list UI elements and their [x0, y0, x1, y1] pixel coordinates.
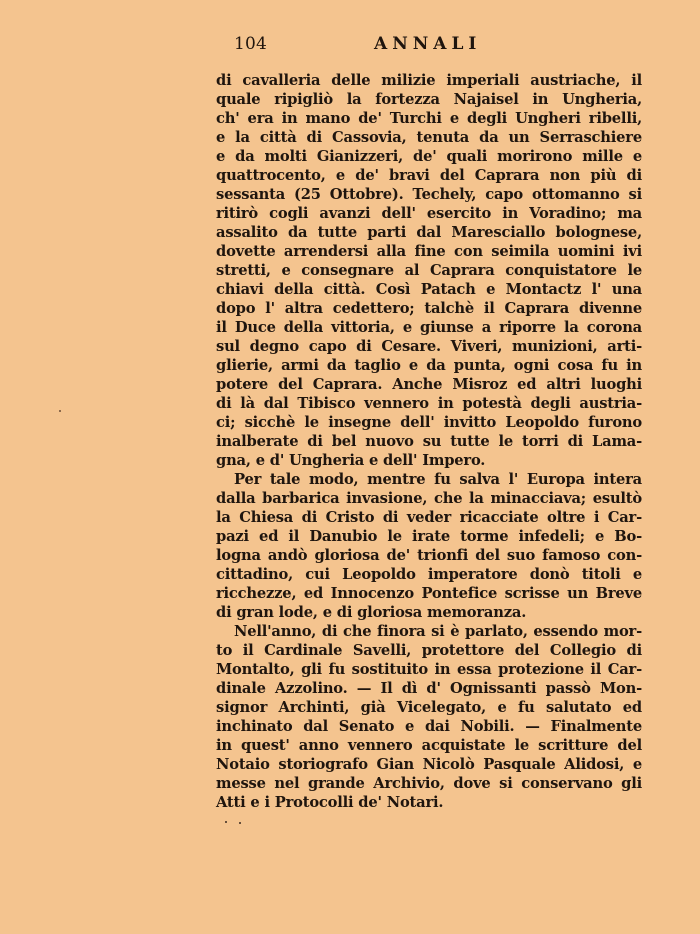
page-header [216, 33, 642, 59]
main-text [216, 71, 642, 812]
text-line-2: quale ripigliò la fortezza Najaisel in Ungheria, [216, 91, 642, 108]
text-line-31: to il Cardinale Savelli, protettore del Collegio di [216, 642, 642, 659]
text-line-11: stretti, e consegnare al Caprara conquistatore le [216, 262, 642, 279]
text-line-38: messe nel grande Archivio, dove si conservano gli [216, 775, 642, 792]
paper-speck-mark [59, 410, 61, 412]
text-line-5: e da molti Gianizzeri, de' quali morirono mille e [216, 148, 642, 165]
text-line-25: pazi ed il Danubio le irate torme infedeli; e Bo- [216, 528, 642, 545]
text-line-10: dovette arrendersi alla fine con seimila uomini ivi [216, 243, 642, 260]
text-line-24: la Chiesa di Cristo di veder ricacciate oltre i Car- [216, 509, 642, 526]
text-line-28: ricchezze, ed Innocenzo Pontefice scrisse un Breve [216, 585, 642, 602]
text-line-22: Per tale modo, mentre fu salva l' Europa intera [234, 471, 642, 488]
text-line-26: logna andò gloriosa de' trionfi del suo famoso con- [216, 547, 642, 564]
text-line-16: glierie, armi da taglio e da punta, ogni cosa fu in [216, 357, 642, 374]
text-line-18: di là dal Tibisco vennero in potestà degli austria- [216, 395, 642, 412]
text-line-19: ci; sicchè le insegne dell' invitto Leopoldo furono [216, 414, 642, 431]
text-line-35: inchinato dal Senato e dai Nobili. — Finalmente [216, 718, 642, 735]
running-head: ANNALI [374, 34, 482, 54]
text-line-14: il Duce della vittoria, e giunse a riporre la corona [216, 319, 642, 336]
text-line-20: inalberate di bel nuovo su tutte le torri di Lama- [216, 433, 642, 450]
text-line-4: e la città di Cassovia, tenuta da un Serraschiere [216, 129, 642, 146]
text-line-6: quattrocento, e de' bravi del Caprara non più di [216, 167, 642, 184]
text-line-34: signor Archinti, già Vicelegato, e fu salutato ed [216, 699, 642, 716]
text-line-36: in quest' anno vennero acquistate le scritture del [216, 737, 642, 754]
text-line-21: gna, e d' Ungheria e dell' Impero. [216, 452, 486, 469]
page-number: 104 [234, 34, 268, 54]
text-line-29: di gran lode, e di gloriosa memoranza. [216, 604, 527, 621]
text-line-27: cittadino, cui Leopoldo imperatore donò titoli e [216, 566, 642, 583]
ink-speck-mark [225, 818, 245, 826]
text-line-3: ch' era in mano de' Turchi e degli Ungheri ribelli, [216, 110, 642, 127]
text-line-7: sessanta (25 Ottobre). Techely, capo ottomanno si [216, 186, 642, 203]
text-line-12: chiavi della città. Così Patach e Montactz l' una [216, 281, 642, 298]
text-line-17: potere del Caprara. Anche Misroz ed altri luoghi [216, 376, 642, 393]
text-line-33: dinale Azzolino. — Il dì d' Ognissanti passò Mon- [216, 680, 642, 697]
text-line-32: Montalto, gli fu sostituito in essa protezione il Car- [216, 661, 642, 678]
text-line-13: dopo l' altra cedettero; talchè il Caprara divenne [216, 300, 642, 317]
text-line-9: assalito da tutte parti dal Maresciallo bolognese, [216, 224, 642, 241]
text-line-30: Nell'anno, di che finora si è parlato, essendo mor- [234, 623, 642, 640]
text-line-1: di cavalleria delle milizie imperiali austriache, il [216, 72, 642, 89]
text-line-37: Notaio storiografo Gian Nicolò Pasquale Alidosi, e [216, 756, 642, 773]
text-line-23: dalla barbarica invasione, che la minacciava; esultò [216, 490, 642, 507]
text-line-8: ritirò cogli avanzi dell' esercito in Voradino; ma [216, 205, 642, 222]
text-line-39: Atti e i Protocolli de' Notari. [216, 794, 444, 811]
text-line-15: sul degno capo di Cesare. Viveri, munizioni, arti- [216, 338, 642, 355]
